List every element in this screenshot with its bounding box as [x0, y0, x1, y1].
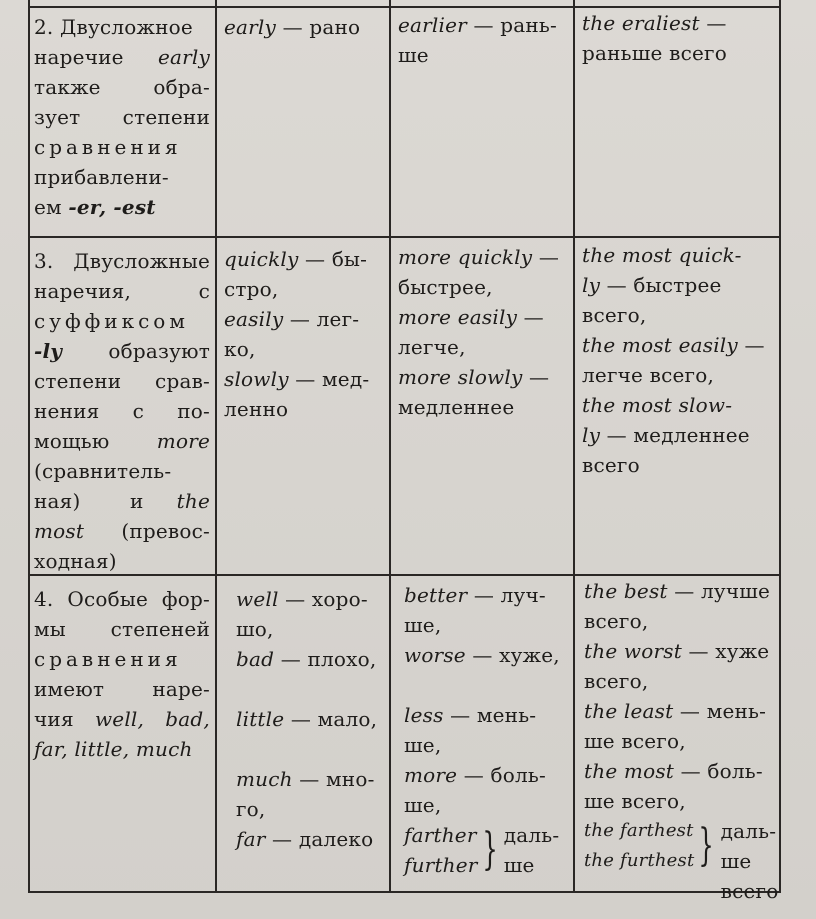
example-line: more slowly —: [398, 365, 550, 389]
example-line: more easily —: [398, 305, 544, 329]
example-line: little — мало,: [236, 707, 378, 731]
example-line: даль-: [720, 819, 777, 843]
rule-line: имеют наре-: [34, 677, 210, 701]
example-line: ше,: [404, 793, 442, 817]
rule-line: наречия, с: [34, 279, 210, 303]
example-line: the most — боль-: [584, 759, 763, 783]
row-4-comparative-cell: [404, 580, 572, 880]
row-3-base-cell: [224, 244, 384, 424]
example-line: ly — медленнее: [582, 423, 750, 447]
example-line: легче,: [398, 335, 466, 359]
example-line: всего,: [584, 609, 649, 633]
example-line: всего: [582, 453, 640, 477]
rule-line: (сравнитель-: [34, 459, 172, 483]
example-line: ше: [720, 849, 752, 873]
rule-line: 3. Двусложные: [34, 249, 210, 273]
example-line: more quickly —: [398, 245, 560, 269]
example-line: ше всего,: [584, 729, 686, 753]
table-divider-2: [389, 0, 391, 893]
row-2-superlative-cell: [582, 8, 776, 68]
example-line: the worst — хуже: [584, 639, 770, 663]
rule-line: 2. Двусложное: [34, 15, 193, 39]
example-line: much — мно-: [236, 767, 375, 791]
rule-line: мы степеней: [34, 617, 210, 641]
example-line: the furthest: [584, 850, 695, 871]
example-line: ше,: [404, 613, 442, 637]
rule-line: наречие early: [34, 45, 210, 69]
example-line: ко,: [224, 337, 256, 361]
row-4-rule-cell: [34, 584, 210, 764]
example-line: the least — мень-: [584, 699, 767, 723]
example-line: early — рано: [224, 15, 361, 39]
rule-line: ная) и the: [34, 489, 210, 513]
table-border-left: [28, 0, 30, 893]
farthest-furthest-group: [584, 816, 778, 906]
example-line: всего,: [582, 303, 647, 327]
farther-further-group: [404, 820, 572, 880]
row-2-base-cell: [224, 12, 384, 42]
example-line: the most quick-: [582, 243, 742, 267]
example-line: раньше всего: [582, 41, 727, 65]
row-divider-1: [28, 236, 781, 238]
example-line: the farthest: [584, 820, 694, 841]
row-2-comparative-cell: [398, 10, 570, 70]
row-3-rule-cell: [34, 246, 210, 576]
example-line: даль-: [503, 823, 560, 847]
example-line: the most slow-: [582, 393, 733, 417]
example-line: easily — лег-: [224, 307, 360, 331]
rule-line: прибавлени-: [34, 165, 169, 189]
rule-line: нения с по-: [34, 399, 210, 423]
example-line: less — мень-: [404, 703, 537, 727]
table-border-right: [779, 0, 781, 893]
example-line: bad — плохо,: [236, 647, 377, 671]
example-line: легче всего,: [582, 363, 715, 387]
table-divider-3: [573, 0, 575, 893]
rule-line: 4. Особые фор-: [34, 587, 210, 611]
example-line: ше,: [404, 733, 442, 757]
rule-line: сравнения: [34, 647, 182, 671]
rule-line: most (превос-: [34, 519, 210, 543]
rule-line: суффиксом: [34, 309, 189, 333]
example-line: well — хоро-: [236, 587, 368, 611]
rule-line: чия well, bad,: [34, 707, 210, 731]
example-line: быстрее,: [398, 275, 493, 299]
rule-line: также обра-: [34, 75, 210, 99]
row-4-base-cell: [236, 584, 386, 854]
example-line: медленнее: [398, 395, 515, 419]
example-line: ly — быстрее: [582, 273, 722, 297]
example-line: worse — хуже,: [404, 643, 560, 667]
row-3-superlative-cell: [582, 240, 776, 480]
example-line: the best — лучше: [584, 579, 771, 603]
example-line: ше: [503, 853, 535, 877]
curly-brace-icon: }: [481, 824, 498, 875]
rule-line: ем -er, -est: [34, 195, 156, 219]
example-line: better — луч-: [404, 583, 546, 607]
rule-line: мощью more: [34, 429, 210, 453]
example-line: всего: [720, 879, 779, 903]
rule-line: зует степени: [34, 105, 210, 129]
row-4-superlative-cell: [584, 576, 778, 906]
rule-line: степени срав-: [34, 369, 210, 393]
example-line: earlier — рань-: [398, 13, 557, 37]
example-line: ленно: [224, 397, 289, 421]
rule-line: -ly образуют: [34, 339, 210, 363]
example-line: ше: [398, 43, 429, 67]
row-3-comparative-cell: [398, 242, 570, 422]
example-line: quickly — бы-: [224, 247, 368, 271]
table-divider-1: [215, 0, 217, 893]
example-line: slowly — мед-: [224, 367, 370, 391]
example-line: further: [404, 853, 478, 877]
example-line: the most easily —: [582, 333, 765, 357]
curly-brace-icon: }: [698, 820, 715, 871]
rule-line: ходная): [34, 549, 117, 573]
example-line: more — боль-: [404, 763, 546, 787]
example-line: ше всего,: [584, 789, 686, 813]
row-2-rule-cell: [34, 12, 210, 222]
example-line: го,: [236, 797, 266, 821]
example-line: the eraliest —: [582, 11, 727, 35]
example-line: стро,: [224, 277, 279, 301]
example-line: всего,: [584, 669, 649, 693]
rule-line: far, little, much: [34, 737, 193, 761]
rule-line: сравнения: [34, 135, 182, 159]
example-line: шо,: [236, 617, 274, 641]
example-line: farther: [404, 823, 477, 847]
example-line: far — далеко: [236, 827, 374, 851]
